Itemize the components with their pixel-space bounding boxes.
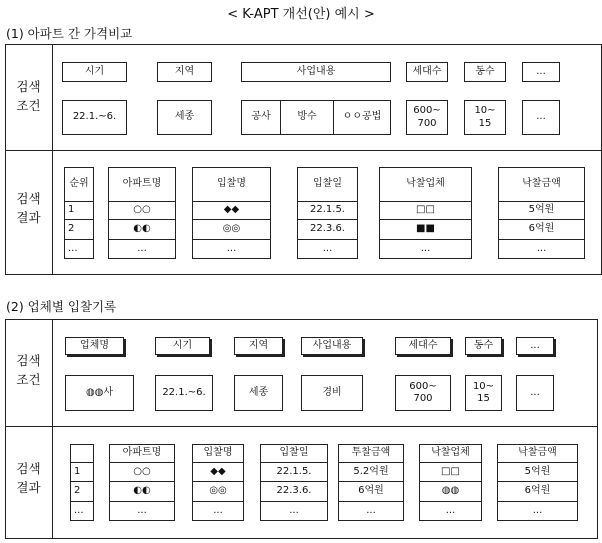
s1-amount-cell: ... bbox=[536, 243, 547, 254]
s2-apartment-cell[interactable]: ◐◐ bbox=[133, 485, 151, 496]
s1-winner-header: 낙찰업체 bbox=[406, 178, 445, 189]
s1-bid-date-cell: 22.1.5. bbox=[310, 204, 345, 215]
s2-filter-households-label: 세대수 bbox=[395, 337, 451, 355]
s2-filter-company-input[interactable]: ◍◍사 bbox=[65, 375, 134, 411]
s1-bid-date-header: 입찰일 bbox=[313, 178, 342, 189]
s2-filter-region-label: 지역 bbox=[234, 337, 283, 355]
s2-filter-business-input[interactable]: 경비 bbox=[301, 375, 363, 411]
filter-business-label: 사업내용 bbox=[241, 62, 391, 82]
s1-bid-name-cell[interactable]: ◆◆ bbox=[223, 204, 240, 215]
s2-winner-cell: ... bbox=[445, 505, 456, 516]
s2-bid-amount-cell: 6억원 bbox=[358, 485, 384, 496]
s1-bid-name-header: 입찰명 bbox=[217, 178, 246, 189]
s2-bid-date-cell: 22.3.6. bbox=[276, 485, 312, 496]
s2-amount-cell: 5억원 bbox=[524, 465, 551, 477]
s2-apartment-header: 아파트명 bbox=[122, 447, 162, 458]
section2-result-label: 검색 결과 bbox=[16, 461, 41, 495]
s1-bid-date-cell: 22.3.6. bbox=[310, 223, 345, 234]
filter-business-option-waterproofing[interactable]: 방수 bbox=[280, 100, 334, 135]
s2-bid-amount-cell: 5.2억원 bbox=[353, 465, 389, 477]
s1-bid-name-cell[interactable]: ◎◎ bbox=[222, 223, 241, 234]
s2-filter-households-input[interactable]: 600~ 700 bbox=[395, 375, 451, 411]
s2-amount-cell: ... bbox=[532, 505, 543, 516]
s2-filter-business-label: 사업내용 bbox=[301, 337, 363, 355]
s1-winner-cell[interactable]: ■■ bbox=[416, 223, 435, 234]
s1-apartment-cell[interactable]: ◐◐ bbox=[133, 223, 151, 234]
section1-result-label: 검색 결과 bbox=[16, 191, 41, 225]
filter-more-input[interactable]: ... bbox=[522, 100, 560, 135]
s2-rank-cell: 1 bbox=[74, 465, 81, 477]
filter-business-option-method[interactable]: ㅇㅇ공법 bbox=[333, 100, 391, 135]
s2-filter-buildings-label: 동수 bbox=[465, 337, 502, 355]
s2-filter-region-input[interactable]: 세종 bbox=[234, 375, 283, 411]
filter-region-input[interactable]: 세종 bbox=[157, 100, 212, 135]
s2-apartment-cell: ... bbox=[137, 505, 147, 516]
s2-filter-company-label: 업체명 bbox=[65, 337, 124, 355]
s1-bid-name-cell: ... bbox=[226, 243, 237, 254]
section2-condition-label: 검색 조건 bbox=[16, 353, 41, 387]
filter-business-option-construction[interactable]: 공사 bbox=[241, 100, 281, 135]
filter-buildings-input[interactable]: 10~ 15 bbox=[464, 100, 506, 135]
s2-winner-header: 낙찰업체 bbox=[431, 447, 470, 458]
section1-title: (1) 아파트 간 가격비교 bbox=[6, 26, 133, 41]
section2-title: (2) 업체별 입찰기록 bbox=[6, 299, 117, 314]
s2-bid-date-cell: 22.1.5. bbox=[276, 465, 312, 477]
s2-filter-more-input[interactable]: ... bbox=[516, 375, 554, 411]
s1-apartment-cell: ... bbox=[137, 243, 147, 254]
s2-winner-cell[interactable]: □□ bbox=[441, 465, 460, 477]
filter-more-label: ... bbox=[522, 62, 560, 82]
s1-winner-cell[interactable]: □□ bbox=[416, 204, 435, 215]
s2-filter-buildings-input[interactable]: 10~ 15 bbox=[465, 375, 502, 411]
s1-amount-cell: 6억원 bbox=[528, 223, 555, 234]
s1-rank-cell: 2 bbox=[68, 223, 75, 234]
s2-rank-cell: ... bbox=[74, 505, 84, 516]
s2-bid-name-cell[interactable]: ◆◆ bbox=[210, 465, 226, 477]
s2-apartment-cell[interactable]: ○○ bbox=[133, 465, 151, 477]
s2-rank-cell: 2 bbox=[74, 485, 81, 496]
s2-filter-period-label: 시기 bbox=[155, 337, 210, 355]
filter-households-input[interactable]: 600~ 700 bbox=[406, 100, 448, 135]
s1-rank-cell: 1 bbox=[68, 204, 75, 215]
filter-region-label: 지역 bbox=[157, 62, 212, 82]
s2-bid-name-header: 입찰명 bbox=[203, 447, 233, 458]
s1-winner-cell: ... bbox=[420, 243, 431, 254]
s2-filter-more-label: ... bbox=[516, 337, 554, 355]
s2-amount-header: 낙찰금액 bbox=[518, 447, 557, 458]
s2-bid-amount-cell: ... bbox=[366, 505, 376, 516]
s2-bid-date-cell: ... bbox=[289, 505, 299, 516]
s2-bid-amount-header: 투찰금액 bbox=[351, 447, 391, 458]
filter-households-label: 세대수 bbox=[406, 62, 448, 82]
s2-amount-cell: 6억원 bbox=[524, 485, 551, 496]
s1-rank-cell: ... bbox=[68, 243, 78, 254]
s1-amount-cell: 5억원 bbox=[528, 204, 555, 215]
section1-condition-label: 검색 조건 bbox=[16, 79, 41, 113]
s2-bid-name-cell: ... bbox=[213, 505, 223, 516]
s2-filter-period-input[interactable]: 22.1.~6. bbox=[155, 375, 213, 411]
filter-buildings-label: 동수 bbox=[464, 62, 506, 82]
filter-period-label: 시기 bbox=[62, 62, 127, 82]
s2-winner-cell[interactable]: ◍◍ bbox=[441, 485, 460, 496]
s1-amount-header: 낙찰금액 bbox=[522, 178, 561, 189]
s1-apartment-header: 아파트명 bbox=[122, 178, 162, 189]
filter-period-input[interactable]: 22.1.~6. bbox=[62, 100, 127, 135]
s2-rank-header bbox=[70, 444, 94, 462]
s2-bid-date-header: 입찰일 bbox=[279, 447, 309, 458]
s2-bid-name-cell[interactable]: ◎◎ bbox=[209, 485, 227, 496]
s1-rank-header: 순위 bbox=[69, 178, 89, 189]
s1-apartment-cell[interactable]: ○○ bbox=[133, 204, 151, 215]
page-title: < K-APT 개선(안) 예시 > bbox=[227, 7, 375, 22]
s1-bid-date-cell: ... bbox=[322, 243, 333, 254]
